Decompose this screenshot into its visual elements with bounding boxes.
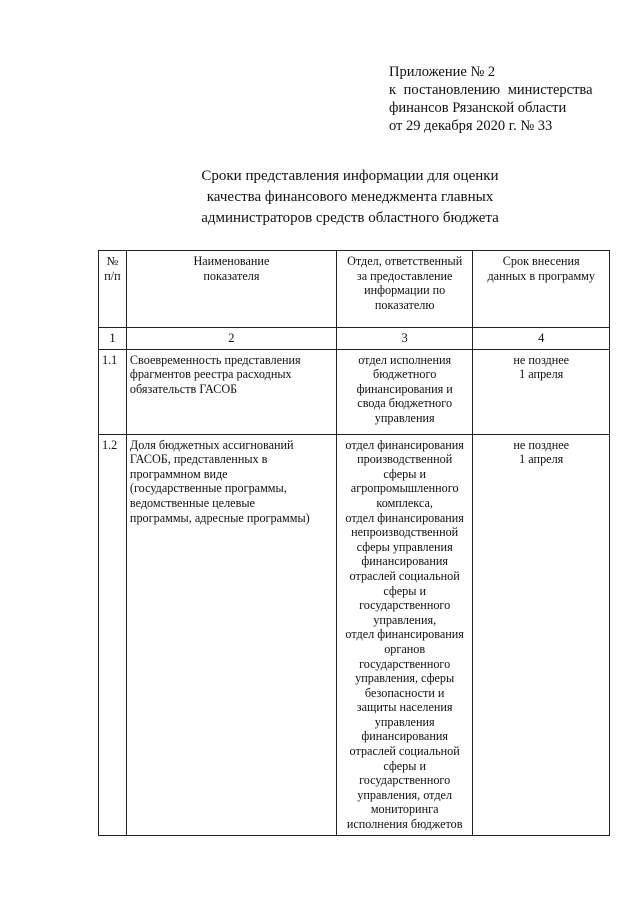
appendix-block — [389, 63, 619, 135]
column-number: 1 — [99, 328, 127, 350]
deadline: не позднее 1 апреля — [473, 349, 610, 434]
table-header-row — [99, 251, 610, 328]
column-number: 4 — [473, 328, 610, 350]
indicator-name: Доля бюджетных ассигнований ГАСОБ, представленных в программном виде (государственные программы, ведомственные целевые программы, адресные программы) — [126, 434, 336, 835]
table-row — [99, 434, 610, 835]
responsible-department: отдел финансирования производственной сферы и агропромышленного комплекса, отдел финансирования непроизводственной сферы управления финансирования отраслей социальной сферы и государственного управления, отдел финансирования органов государственного управления, сферы безопасности и защиты населения управления финансирования отраслей социальной сферы и государственного управления, отдел мониторинга исполнения бюджетов — [336, 434, 473, 835]
deadlines-table — [98, 250, 610, 836]
row-number: 1.2 — [99, 434, 127, 835]
header-deadline: Срок внесения данных в программу — [473, 251, 610, 328]
header-number: № п/п — [99, 251, 127, 328]
title-line: администраторов средств областного бюджета — [201, 210, 499, 226]
row-number: 1.1 — [99, 349, 127, 434]
document-title — [150, 166, 550, 229]
appendix-title: Приложение № 2 — [389, 64, 496, 80]
appendix-resolution: к постановлению министерства — [389, 82, 593, 98]
column-numbers-row — [99, 328, 610, 350]
responsible-department: отдел исполнения бюджетного финансирования и свода бюджетного управления — [336, 349, 473, 434]
deadline: не позднее 1 апреля — [473, 434, 610, 835]
header-indicator-name: Наименование показателя — [126, 251, 336, 328]
table-row — [99, 349, 610, 434]
appendix-date: от 29 декабря 2020 г. № 33 — [389, 118, 553, 134]
header-responsible-department: Отдел, ответственный за предоставление информации по показателю — [336, 251, 473, 328]
column-number: 2 — [126, 328, 336, 350]
indicator-name: Своевременность представления фрагментов реестра расходных обязательств ГАСОБ — [126, 349, 336, 434]
column-number: 3 — [336, 328, 473, 350]
title-line: Сроки представления информации для оценки — [201, 168, 499, 184]
title-line: качества финансового менеджмента главных — [206, 189, 494, 205]
appendix-ministry: финансов Рязанской области — [389, 100, 567, 116]
